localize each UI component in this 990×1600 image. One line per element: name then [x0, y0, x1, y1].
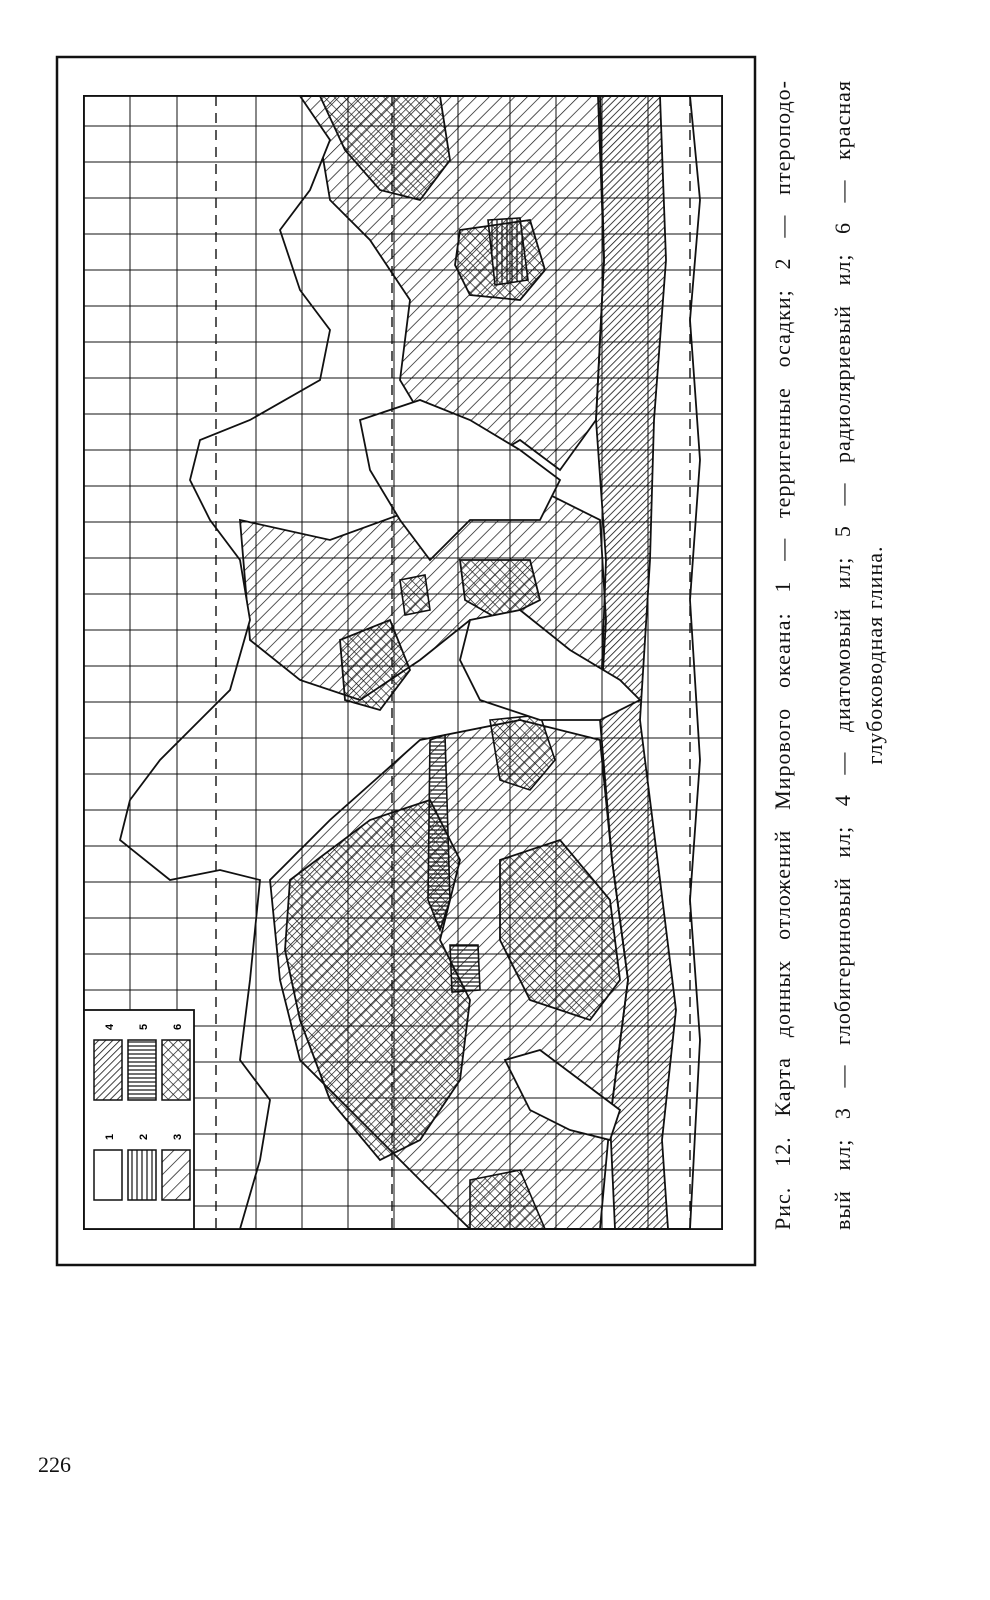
legend-swatch-6 [162, 1040, 190, 1100]
figure-caption [770, 80, 910, 1230]
caption-line-3: глубоководная глина. [862, 545, 887, 765]
legend-number-2: 2 [138, 1133, 150, 1140]
legend-swatch-1 [94, 1150, 122, 1200]
legend-number-5: 5 [138, 1023, 150, 1030]
legend-number-6: 6 [172, 1023, 184, 1030]
legend-swatch-2 [128, 1150, 156, 1200]
legend-number-3: 3 [172, 1133, 184, 1140]
map-legend [84, 1010, 194, 1229]
legend-swatch-5 [128, 1040, 156, 1100]
legend-swatch-4 [94, 1040, 122, 1100]
page-number: 226 [38, 1452, 71, 1477]
red-clay-patch [400, 575, 430, 615]
radiolarian-ooze-2 [450, 945, 480, 992]
legend-swatch-3 [162, 1150, 190, 1200]
pteropod-ooze [488, 218, 528, 285]
legend-number-4: 4 [104, 1023, 116, 1030]
legend-number-1: 1 [104, 1133, 116, 1140]
caption-line-1: Рис. 12. Карта донных отложений Мирового океана: 1 — терригенные осадки; 2 — птероподо- [770, 80, 795, 1230]
caption-line-2: вый ил; 3 — глобигериновый ил; 4 — диатомовый ил; 5 — радиоляриевый ил; 6 — красная [830, 80, 855, 1230]
